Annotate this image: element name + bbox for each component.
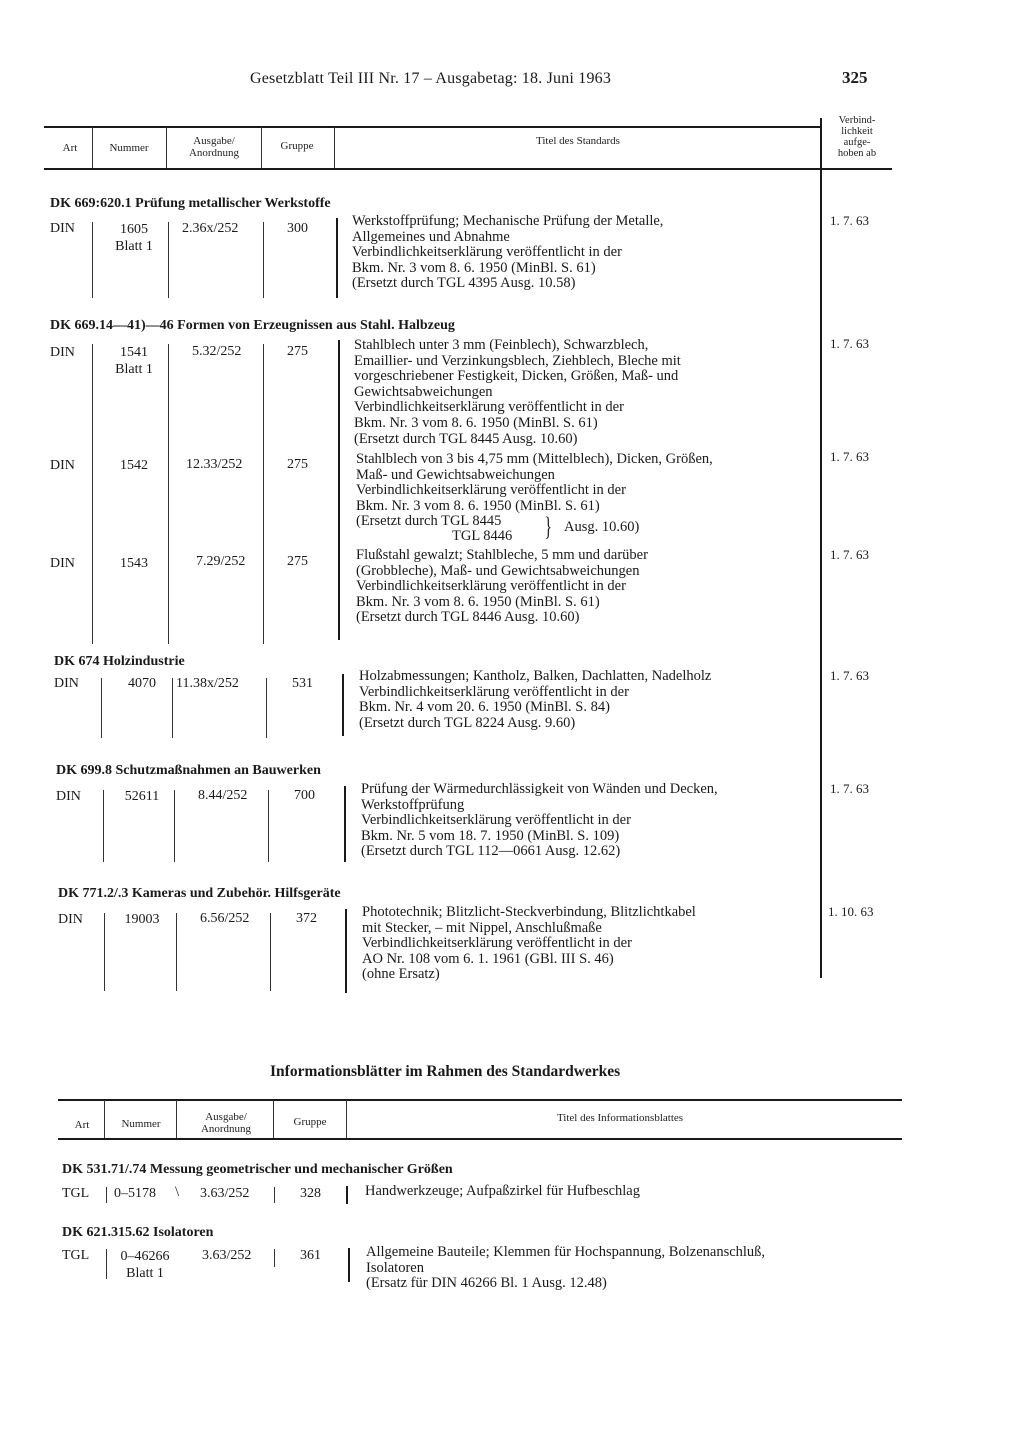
row-art: DIN [50,345,75,360]
titel-line: Stahlblech von 3 bis 4,75 mm (Mittelblech), Dicken, Größen, [356,451,713,467]
row-divider [106,1187,107,1203]
row-divider [268,790,269,862]
titel-line: Verbindlichkeitserklärung veröffentlicht in der [359,683,629,700]
row-divider [266,678,267,738]
titel-line: Bkm. Nr. 4 vom 20. 6. 1950 (MinBl. S. 84) [359,699,610,716]
col-verb-line3: aufge- [843,137,871,148]
section-heading: DK 669:620.1 Prüfung metallischer Werkstoffe [50,196,331,211]
row-divider [106,1249,107,1279]
header-divider [92,127,93,168]
row-datum: 1. 10. 63 [828,904,874,919]
row-gruppe: 361 [300,1248,321,1263]
table-header-rule [58,1138,902,1140]
row-datum: 1. 7. 63 [830,668,869,683]
row-art: TGL [62,1248,90,1263]
col-verbindlichkeit [822,115,892,159]
section-heading: DK 531.71/.74 Messung geometrischer und mechanischer Größen [62,1162,453,1177]
row-ausgabe: 5.32/252 [192,344,242,359]
row-divider [92,344,93,644]
col-ausgabe-line1: Ausgabe/ [193,135,235,147]
titel-line: Bkm. Nr. 3 vom 8. 6. 1950 (MinBl. S. 61) [356,593,600,610]
row-titel [354,338,681,447]
titel-line: Verbindlichkeitserklärung veröffentlicht in der [352,244,622,261]
titel-line: Werkstoffprüfung [361,796,465,813]
titel-line: mit Stecker, – mit Nippel, Anschlußmaße [362,919,602,936]
table-header-rule [44,168,892,170]
row-divider [270,913,271,991]
titel-line: Stahlblech unter 3 mm (Feinblech), Schwarzblech, [354,337,649,353]
row-art: DIN [54,676,79,691]
titel-line: Allgemeine Bauteile; Klemmen für Hochspannung, Bolzenanschluß, [366,1244,766,1260]
row-nummer [96,221,172,255]
row-ausgabe: 11.38x/252 [176,676,239,691]
row-gruppe: 328 [300,1186,321,1201]
row-ausgabe: 3.63/252 [200,1186,250,1201]
table-top-rule [44,126,820,128]
row-divider [346,1186,348,1204]
section-heading: DK 621.315.62 Isolatoren [62,1225,214,1240]
row-nummer [110,1248,180,1282]
row-nummer-line: 1605 [120,222,148,237]
row-art: TGL [62,1186,90,1201]
row-nummer-line: Blatt 1 [126,1266,164,1281]
titel-line: Holzabmessungen; Kantholz, Balken, Dachlatten, Nadelholz [359,668,712,684]
row-nummer: 0–5178 [114,1186,156,1201]
row-divider [174,790,175,862]
row-titel [366,1245,765,1292]
header-divider [104,1100,105,1138]
col-verb-line4: hoben ab [837,148,877,159]
date-column-rule [820,118,822,978]
row-titel [356,452,713,514]
col-nummer: Nummer [109,142,149,154]
row-datum: 1. 7. 63 [830,449,869,464]
col-ausgabe [170,135,258,159]
titel-line: Bkm. Nr. 3 vom 8. 6. 1950 (MinBl. S. 61) [352,259,596,276]
row-datum: 1. 7. 63 [830,213,869,228]
titel-line: (Ersetzt durch TGL 8224 Ausg. 9.60) [359,714,576,731]
titel-line: Verbindlichkeitserklärung veröffentlicht in der [362,935,632,952]
header-divider [176,1100,177,1138]
row-nummer: 4070 [128,676,156,691]
col-gruppe: Gruppe [293,1116,327,1128]
row-divider [263,344,264,644]
section-heading: DK 699.8 Schutzmaßnahmen an Bauwerken [56,763,321,778]
ersetzt-ausg: Ausg. 10.60) [564,519,640,535]
row-gruppe: 700 [294,788,315,803]
titel-line: Bkm. Nr. 3 vom 8. 6. 1950 (MinBl. S. 61) [356,497,600,514]
row-divider [168,222,169,298]
row-nummer: 19003 [124,912,160,927]
titel-line: Verbindlichkeitserklärung veröffentlicht in der [354,399,624,416]
row-ausgabe: 2.36x/252 [182,221,239,236]
row-titel [356,548,648,626]
col-art: Art [74,1119,90,1131]
row-divider [345,909,347,993]
header-divider [273,1100,274,1138]
titel-line: Bkm. Nr. 5 vom 18. 7. 1950 (MinBl. S. 109) [361,827,620,844]
row-titel [352,214,663,292]
row-nummer-line: Blatt 1 [115,239,153,254]
row-divider [274,1187,275,1203]
col-gruppe: Gruppe [280,140,314,152]
row-gruppe: 275 [287,457,308,472]
row-divider [274,1249,275,1267]
row-divider [338,340,340,640]
row-nummer-line: 1541 [120,345,148,360]
section-heading: DK 669.14—41)—46 Formen von Erzeugnissen aus Stahl. Halbzeug [50,318,455,333]
row-ausgabe: 3.63/252 [202,1248,252,1263]
ersetzt-line: (Ersetzt durch TGL 8445 [356,513,502,529]
col-verb-line1: Verbind- [838,115,876,126]
col-art: Art [62,142,78,154]
row-gruppe: 275 [287,344,308,359]
titel-line: vorgeschriebener Festigkeit, Dicken, Größen, Maß- und [354,368,679,385]
col-nummer: Nummer [121,1118,161,1130]
row-nummer-line: 0–46266 [120,1249,170,1264]
col-ausgabe [180,1111,272,1135]
row-divider [104,913,105,991]
row-titel [361,782,718,860]
ersetzt-block [452,529,512,545]
titel-line: (Grobbleche), Maß- und Gewichtsabweichungen [356,562,640,579]
backslash-mark: \ [175,1184,180,1200]
col-ausgabe-line1: Ausgabe/ [205,1111,247,1123]
titel-line: (ohne Ersatz) [362,966,440,983]
titel-line: Verbindlichkeitserklärung veröffentlicht in der [356,578,626,595]
titel-line: Flußstahl gewalzt; Stahlbleche, 5 mm und darüber [356,547,648,563]
row-datum: 1. 7. 63 [830,547,869,562]
row-divider [172,678,173,738]
row-divider [263,222,264,298]
titel-line: Isolatoren [366,1259,424,1276]
row-art: DIN [56,789,81,804]
row-datum: 1. 7. 63 [830,781,869,796]
row-nummer-line: Blatt 1 [115,362,153,377]
row-divider [176,913,177,991]
titel-line: (Ersetzt durch TGL 4395 Ausg. 10.58) [352,275,576,292]
col-titel: Titel des Standards [536,135,620,147]
section-heading: DK 674 Holzindustrie [54,654,185,669]
titel-line: (Ersatz für DIN 46266 Bl. 1 Ausg. 12.48) [366,1275,607,1292]
row-datum: 1. 7. 63 [830,336,869,351]
row-ausgabe: 8.44/252 [198,788,248,803]
titel-line: Verbindlichkeitserklärung veröffentlicht in der [356,482,626,499]
col-ausgabe-line2: Anordnung [200,1123,252,1135]
row-gruppe: 372 [296,911,317,926]
row-nummer: 1542 [120,458,148,473]
titel-line: AO Nr. 108 vom 6. 1. 1961 (GBl. III S. 46) [362,950,614,967]
row-divider [92,222,93,298]
row-art: DIN [50,556,75,571]
row-divider [168,344,169,644]
row-art: DIN [50,458,75,473]
page-number: 325 [842,68,868,87]
row-art: DIN [58,912,83,927]
titel-line: Verbindlichkeitserklärung veröffentlicht in der [361,812,631,829]
header-divider [166,127,167,168]
titel-line: Allgemeines und Abnahme [352,228,510,245]
titel-line: Prüfung der Wärmedurchlässigkeit von Wänden und Decken, [361,781,718,797]
titel-line: Bkm. Nr. 3 vom 8. 6. 1950 (MinBl. S. 61) [354,414,598,431]
row-divider [342,674,344,736]
row-gruppe: 531 [292,676,313,691]
row-art: DIN [50,221,75,236]
titel-line: Emaillier- und Verzinkungsblech, Ziehblech, Bleche mit [354,352,681,369]
row-ausgabe: 7.29/252 [196,554,246,569]
row-titel [359,669,711,731]
header-divider [346,1100,347,1138]
titel-line: Maß- und Gewichtsabweichungen [356,466,555,483]
row-nummer: 1543 [120,556,148,571]
row-ausgabe: 6.56/252 [200,911,250,926]
titel-line: Werkstoffprüfung; Mechanische Prüfung der Metalle, [352,213,664,229]
brace-icon: } [544,512,552,541]
titel-line: (Ersetzt durch TGL 8446 Ausg. 10.60) [356,609,580,626]
row-divider [348,1248,350,1282]
titel-line: (Ersetzt durch TGL 112—0661 Ausg. 12.62) [361,843,621,860]
row-divider [336,218,338,298]
titel-line: (Ersetzt durch TGL 8445 Ausg. 10.60) [354,430,578,447]
header-divider [334,127,335,168]
row-gruppe: 275 [287,554,308,569]
section-title: Informationsblätter im Rahmen des Standardwerkes [270,1063,621,1080]
col-titel: Titel des Informationsblattes [556,1112,684,1124]
row-gruppe: 300 [287,221,308,236]
titel-line: Phototechnik; Blitzlicht-Steckverbindung, Blitzlichtkabel [362,904,696,920]
row-divider [103,790,104,862]
titel-line: Gewichtsabweichungen [354,383,493,400]
col-ausgabe-line2: Anordnung [188,147,240,159]
row-titel [365,1184,640,1200]
row-divider [344,786,346,862]
titel-line: Handwerkzeuge; Aufpaßzirkel für Hufbeschlag [365,1183,640,1199]
row-titel [362,905,696,983]
row-divider [101,678,102,738]
ersetzt-line: TGL 8446 [452,528,513,544]
row-nummer [96,344,172,378]
running-header: Gesetzblatt Teil III Nr. 17 – Ausgabetag: 18. Juni 1963 [250,70,612,87]
row-nummer: 52611 [124,789,160,804]
section-heading: DK 771.2/.3 Kameras und Zubehör. Hilfsgeräte [58,886,341,901]
row-ausgabe: 12.33/252 [186,457,243,472]
col-verb-line2: lichkeit [841,126,873,137]
table-top-rule [58,1099,902,1101]
header-divider [261,127,262,168]
